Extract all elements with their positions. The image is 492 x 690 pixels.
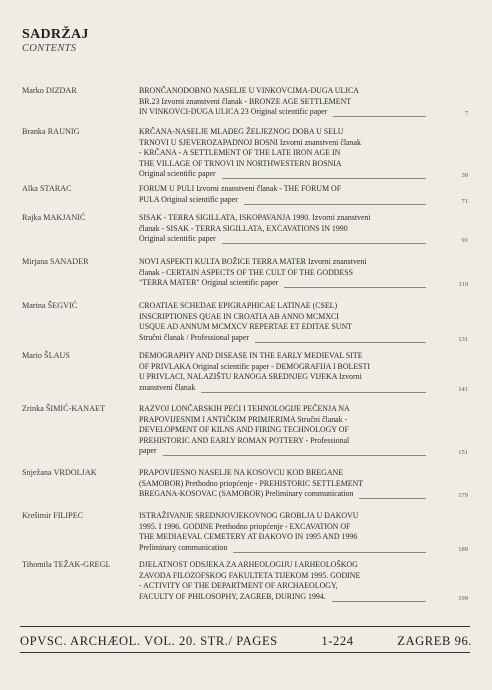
entry-title xyxy=(139,301,427,343)
entry-title xyxy=(139,257,427,289)
entry-title xyxy=(139,560,427,602)
entry-title-line: 1995. I 1996. GODINE Prethodno priopćenje - EXCAVATION OF xyxy=(139,521,351,531)
entry-title xyxy=(139,86,427,118)
entry-title-line: IN VINKOVCI-DUGA ULICA 23 Original scientific paper xyxy=(139,107,328,117)
leader-line xyxy=(255,342,426,343)
entry-title-line: USQUE AD ANNUM MCMXCV REPERTAE ET EDITAE SUNT xyxy=(139,322,352,332)
footer-journal: OPVSC. ARCHÆOL. VOL. 20. STR./ PAGES xyxy=(20,634,278,648)
leader-line xyxy=(163,455,426,456)
entry-title xyxy=(139,213,427,245)
entry-page-number: 91 xyxy=(461,237,468,245)
entry-title-line: "TERRA MATER" Original scientific paper xyxy=(139,278,279,288)
leader-line xyxy=(222,178,426,179)
footer-rule-bottom xyxy=(20,652,470,653)
entry-author: Marko DIZDAR xyxy=(22,86,77,95)
entry-title xyxy=(139,468,427,500)
entry-title xyxy=(139,351,427,393)
leader-line xyxy=(332,601,426,602)
leader-line xyxy=(284,287,426,288)
entry-page-number: 189 xyxy=(458,545,468,553)
entry-title-line: ZAVODA FILOZOFSKOG FAKULTETA TIJEKOM 1995. GODINE xyxy=(139,570,361,580)
entry-author: Branka RAUNIG xyxy=(22,127,80,136)
leader-line xyxy=(201,392,426,393)
entry-title-line: BRONČANODOBNO NASELJE U VINKOVCIMA-DUGA ULICA xyxy=(139,86,359,95)
entry-author: Snježana VRDOLJAK xyxy=(22,468,97,477)
entry-title-line: THE MEDIAEVAL CEMETERY AT ĐAKOVO IN 1995 AND 1996 xyxy=(139,532,358,542)
entry-title xyxy=(139,184,427,205)
entry-title-line: PRAPOVIJESNO NASELJE NA KOSOVCU KOD BREGANE xyxy=(139,468,344,477)
entry-title-line: Original scientific paper xyxy=(139,169,216,179)
entry-title-line: ISTRAŽIVANJE SREDNJOVJEKOVNOG GROBLJA U ĐAKOVU xyxy=(139,511,359,520)
entry-author: Krešimir FILIPEC xyxy=(22,511,84,520)
entry-title-line: THE VILLAGE OF TRNOVI IN NORTHWESTERN BOSNIA xyxy=(139,158,342,168)
entry-page-number: 71 xyxy=(461,197,468,205)
entry-author: Mario ŠLAUS xyxy=(22,351,70,360)
entry-title-line: PRAPOVIJESNIM I ANTIČKIM PRIMJERIMA Stručni članak - xyxy=(139,414,348,424)
entry-author: Tihomila TEŽAK-GREGL xyxy=(22,560,111,569)
entry-page-number: 7 xyxy=(464,110,468,118)
entry-title-line: KRČANA-NASELJE MLAĐEG ŽELJEZNOG DOBA U SELU xyxy=(139,127,344,136)
entry-author: Rajka MAKJANIĆ xyxy=(22,213,86,222)
entry-author: Alka STARAC xyxy=(22,184,72,193)
entry-author: Zrinka ŠIMIĆ-KANAET xyxy=(22,404,105,413)
page-title: SADRŽAJ xyxy=(22,27,89,42)
entry-title-line: RAZVOJ LONČARSKIH PEĆI I TEHNOLOGIJE PEČENJA NA xyxy=(139,404,350,413)
entry-page-number: 151 xyxy=(458,449,468,457)
entry-title-line: - ACTIVITY OF THE DEPARTMENT OF ARCHAEOLOGY, xyxy=(139,581,338,591)
page-subtitle: CONTENTS xyxy=(22,43,77,54)
entry-author: Mirjana SANADER xyxy=(22,257,89,266)
entry-title-line: OF PRIVLAKA Original scientific paper - DEMOGRAFIJA I BOLESTI xyxy=(139,361,370,371)
entry-page-number: 141 xyxy=(458,385,468,393)
entry-title-line: BREGANA-KOSOVAC (SAMOBOR) Preliminary communication xyxy=(139,489,354,499)
entry-page-number: 199 xyxy=(458,594,468,602)
entry-title-line: članak - SISAK - TERRA SIGILLATA, EXCAVATIONS IN 1990 xyxy=(139,223,348,233)
entry-title-line: INSCRIPTIONES QUAE IN CROATIA AB ANNO MCMXCI xyxy=(139,311,339,321)
entry-title-line: paper xyxy=(139,446,157,456)
footer-rule-top xyxy=(20,626,470,627)
leader-line xyxy=(359,498,426,499)
entry-title-line: FACULTY OF PHILOSOPHY, ZAGREB, DURING 1994. xyxy=(139,591,326,601)
entry-title-line: SISAK - TERRA SIGILLATA, ISKOPAVANJA 1990. Izvorni znanstveni xyxy=(139,213,371,222)
leader-line xyxy=(333,116,426,117)
entry-title-line: Stručni članak / Professional paper xyxy=(139,332,249,342)
entry-title-line: Original scientific paper xyxy=(139,234,216,244)
leader-line xyxy=(233,552,426,553)
entry-title-line: NOVI ASPEKTI KULTA BOŽICE TERRA MATER Izvorni znanstveni xyxy=(139,257,367,266)
entry-title-line: - KRČANA - A SETTLEMENT OF THE LATE IRON AGE IN xyxy=(139,148,341,158)
entry-page-number: 179 xyxy=(458,492,468,500)
entry-page-number: 131 xyxy=(458,335,468,343)
journal-footer xyxy=(20,634,472,649)
entry-title-line: FORUM U PULI Izvorni znanstveni članak - THE FORUM OF xyxy=(139,184,342,193)
entry-title-line: U PRIVLACI, NALAZIŠTU RANOGA SREDNJEG VIJEKA Izvorni xyxy=(139,372,362,382)
entry-title-line: članak - CERTAIN ASPECTS OF THE CULT OF THE GODDESS xyxy=(139,267,354,277)
entry-title-line: BR.23 Izvorni znanstveni članak - BRONZE AGE SETTLEMENT xyxy=(139,96,352,106)
entry-title-line: CROATIAE SCHEDAE EPIGRAPHICAE LATINAE (CSEL) xyxy=(139,301,338,310)
entry-title-line: DJELATNOST ODSJEKA ZA ARHEOLOGIJU I ARHEOLOŠKOG xyxy=(139,560,358,569)
entry-page-number: 39 xyxy=(461,172,468,180)
entry-page-number: 119 xyxy=(458,281,468,289)
entry-author: Marina ŠEGVIĆ xyxy=(22,301,78,310)
entry-title xyxy=(139,511,427,553)
leader-line xyxy=(222,243,426,244)
entry-title-line: PREHISTORIC AND EARLY ROMAN POTTERY - Professional xyxy=(139,435,350,445)
entry-title xyxy=(139,404,427,457)
entry-title-line: Preliminary communication xyxy=(139,542,228,552)
entry-title-line: DEVELOPMENT OF KILNS AND FIRING TECHNOLOGY OF xyxy=(139,425,349,435)
entry-title xyxy=(139,127,427,180)
entry-title-line: DEMOGRAPHY AND DISEASE IN THE EARLY MEDIEVAL SITE xyxy=(139,351,363,360)
entry-title-line: TRNOVI U SJEVEROZAPADNOJ BOSNI Izvorni znanstveni članak xyxy=(139,137,361,147)
entry-title-line: znanstveni članak xyxy=(139,382,196,392)
footer-place-year: ZAGREB 96. xyxy=(397,634,472,648)
entry-title-line: PULA Original scientific paper xyxy=(139,194,238,204)
entry-title-line: (SAMOBOR) Prethodno priopćenje - PREHISTORIC SETTLEMENT xyxy=(139,478,364,488)
footer-pages: 1-224 xyxy=(321,634,354,648)
leader-line xyxy=(244,204,426,205)
